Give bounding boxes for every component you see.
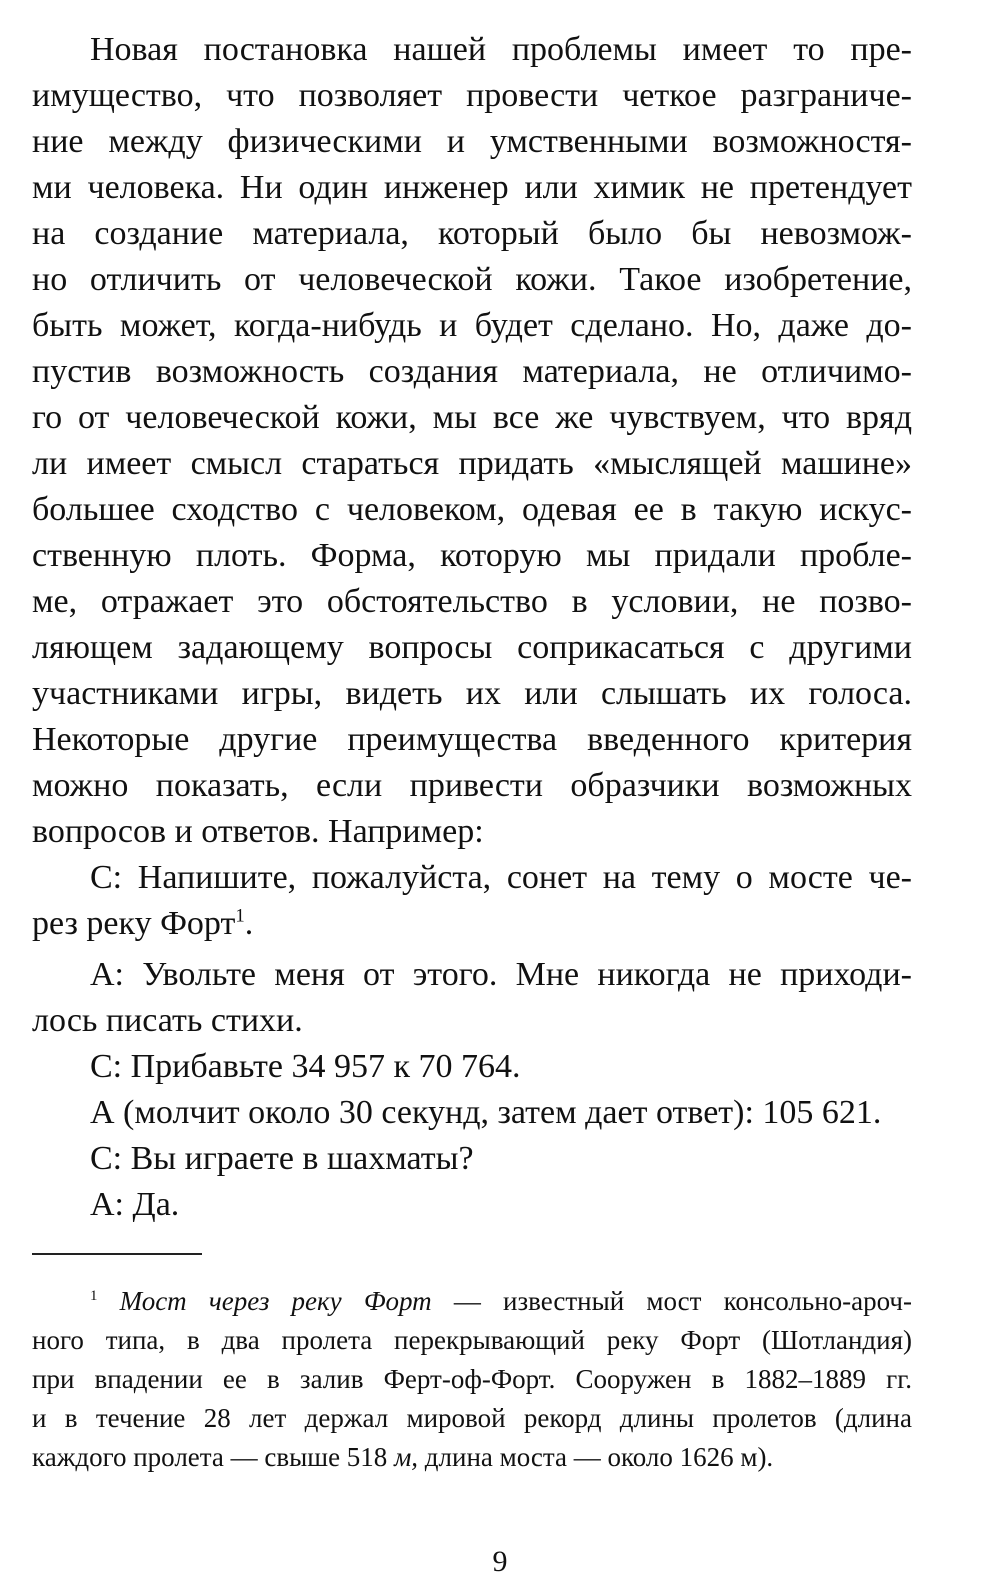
body-line-9: го от человеческой кожи, мы все же чувствуем, что вряд	[32, 399, 912, 436]
footnote-line-1	[90, 1282, 912, 1320]
answer-2: А (молчит около 30 секунд, затем дает ответ): 105 621.	[90, 1094, 882, 1131]
body-line-18: вопросов и ответов. Например:	[32, 813, 484, 850]
footnote-line-4: и в течение 28 лет держал мировой рекорд длины пролетов (длина	[32, 1403, 912, 1433]
question-1-text: рез реку Форт	[32, 905, 236, 942]
body-line-6: но отличить от человеческой кожи. Такое изобретение,	[32, 261, 912, 298]
body-line-15: участниками игры, видеть их или слышать их голоса.	[32, 675, 912, 712]
footnote-line-2: ного типа, в два пролета перекрывающий реку Форт (Шотландия)	[32, 1325, 912, 1355]
body-line-8: пустив возможность создания материала, не отличимо-	[32, 353, 912, 390]
body-line-11: большее сходство с человеком, одевая ее в такую искус-	[32, 491, 912, 528]
footnote-line-5-end: длина моста — около 1626 м).	[418, 1442, 774, 1472]
question-2: С: Прибавьте 34 957 к 70 764.	[90, 1048, 521, 1085]
footnote-term: Мост через реку Форт	[119, 1286, 432, 1316]
body-line-5: на создание материала, который было бы невозмож-	[32, 215, 912, 252]
body-line-7: быть может, когда-нибудь и будет сделано. Но, даже до-	[32, 307, 912, 344]
body-line-13: ме, отражает это обстоятельство в условии, не позво-	[32, 583, 912, 620]
body-line-1: Новая постановка нашей проблемы имеет то пре-	[90, 31, 912, 68]
footnote-reference: 1	[235, 905, 245, 927]
body-line-10: ли имеет смысл стараться придать «мыслящей машине»	[32, 445, 912, 482]
body-line-14: ляющем задающему вопросы соприкасаться с другими	[32, 629, 912, 666]
footnote-line-5-start: каждого пролета — свыше 518	[32, 1442, 395, 1472]
body-line-12: ственную плоть. Форма, которую мы придали пробле-	[32, 537, 912, 574]
question-3: С: Вы играете в шахматы?	[90, 1140, 474, 1177]
answer-1-line-2: лось писать стихи.	[32, 1002, 303, 1039]
body-line-3: ние между физическими и умственными возможностя-	[32, 123, 912, 160]
page-number: 9	[492, 1545, 508, 1578]
footnote-line-3: при впадении ее в залив Ферт-оф-Форт. Сооружен в 1882–1889 гг.	[32, 1364, 912, 1394]
answer-3: А: Да.	[90, 1186, 180, 1223]
question-1-period: .	[244, 905, 254, 942]
body-line-17: можно показать, если привести образчики возможных	[32, 767, 912, 804]
body-line-2: имущество, что позволяет провести четкое разграниче-	[32, 77, 912, 114]
answer-1-line-1: А: Увольте меня от этого. Мне никогда не приходи-	[90, 956, 912, 993]
footnote-divider	[32, 1253, 202, 1255]
body-line-16: Некоторые другие преимущества введенного критерия	[32, 721, 912, 758]
footnote-unit: м,	[394, 1442, 419, 1472]
body-line-4: ми человека. Ни один инженер или химик не претендует	[32, 169, 912, 206]
question-1-line-1: С: Напишите, пожалуйста, сонет на тему о мосте че-	[90, 859, 912, 896]
question-1-line-2	[32, 901, 253, 947]
footnote-marker: 1	[90, 1288, 98, 1304]
footnote-line-5	[32, 1438, 773, 1476]
footnote-line-1-rest: — известный мост консольно-ароч-	[431, 1286, 912, 1316]
